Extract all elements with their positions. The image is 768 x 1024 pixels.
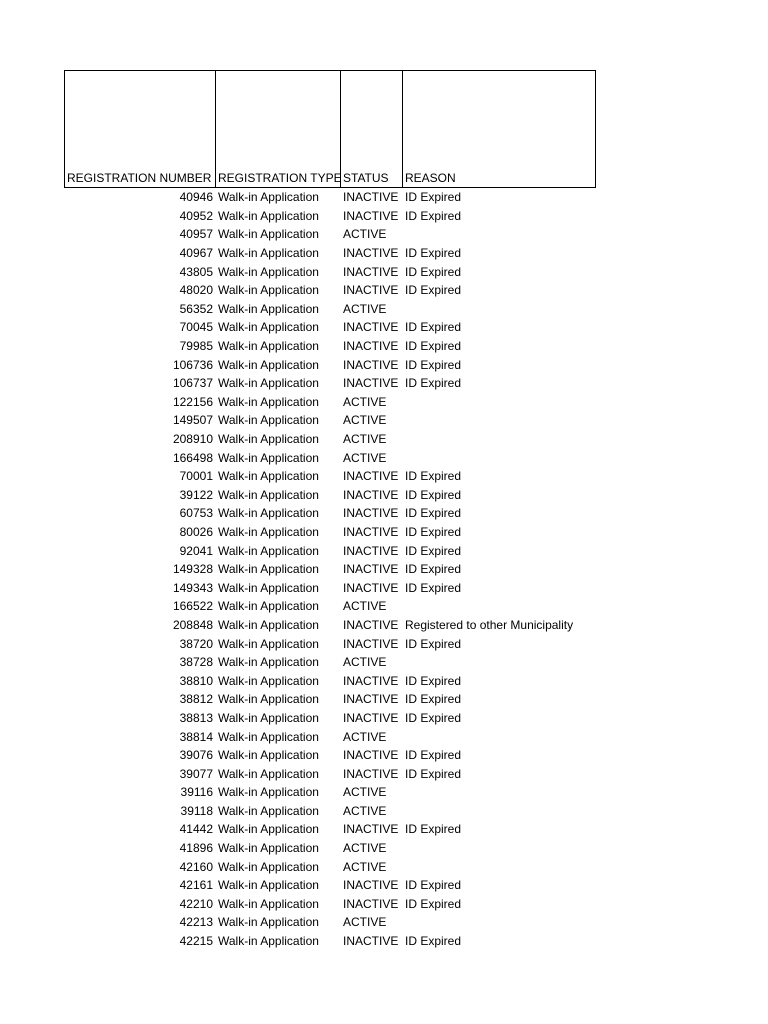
cell-registration-type: Walk-in Application bbox=[218, 413, 319, 428]
cell-status: INACTIVE bbox=[343, 246, 399, 261]
cell-registration-number: 149343 bbox=[172, 580, 213, 595]
cell-registration-type: Walk-in Application bbox=[218, 617, 319, 632]
cell-reason: ID Expired bbox=[405, 748, 462, 763]
table-row bbox=[64, 857, 596, 876]
cell-registration-number: 40957 bbox=[179, 227, 213, 242]
cell-status: INACTIVE bbox=[343, 543, 399, 558]
cell-reason: ID Expired bbox=[405, 320, 462, 335]
cell-reason: ID Expired bbox=[405, 766, 462, 781]
cell-reason: ID Expired bbox=[405, 878, 462, 893]
cell-status: INACTIVE bbox=[343, 283, 399, 298]
cell-status: INACTIVE bbox=[343, 673, 399, 688]
cell-status: ACTIVE bbox=[343, 394, 387, 409]
cell-status: ACTIVE bbox=[343, 785, 387, 800]
cell-reason: ID Expired bbox=[405, 487, 462, 502]
cell-registration-number: 40946 bbox=[179, 190, 213, 205]
cell-registration-number: 42210 bbox=[179, 896, 213, 911]
cell-registration-number: 40967 bbox=[179, 246, 213, 261]
cell-registration-type: Walk-in Application bbox=[218, 339, 319, 354]
cell-registration-type: Walk-in Application bbox=[218, 227, 319, 242]
cell-registration-number: 122156 bbox=[172, 394, 213, 409]
cell-status: ACTIVE bbox=[343, 413, 387, 428]
table-row bbox=[64, 616, 596, 635]
header-registration-number: REGISTRATION NUMBER bbox=[65, 71, 216, 187]
cell-reason: ID Expired bbox=[405, 469, 462, 484]
cell-registration-number: 38812 bbox=[179, 692, 213, 707]
cell-registration-type: Walk-in Application bbox=[218, 450, 319, 465]
cell-registration-type: Walk-in Application bbox=[218, 376, 319, 391]
cell-status: ACTIVE bbox=[343, 803, 387, 818]
table-row bbox=[64, 690, 596, 709]
cell-registration-type: Walk-in Application bbox=[218, 673, 319, 688]
table-row bbox=[64, 634, 596, 653]
table-row bbox=[64, 244, 596, 263]
cell-registration-type: Walk-in Application bbox=[218, 487, 319, 502]
cell-registration-type: Walk-in Application bbox=[218, 636, 319, 651]
table-row bbox=[64, 504, 596, 523]
cell-registration-type: Walk-in Application bbox=[218, 506, 319, 521]
cell-registration-type: Walk-in Application bbox=[218, 562, 319, 577]
table-row bbox=[64, 337, 596, 356]
cell-registration-number: 106737 bbox=[172, 376, 213, 391]
table-row bbox=[64, 448, 596, 467]
cell-status: ACTIVE bbox=[343, 655, 387, 670]
cell-reason: Registered to other Municipality bbox=[405, 617, 574, 632]
cell-registration-type: Walk-in Application bbox=[218, 208, 319, 223]
cell-status: ACTIVE bbox=[343, 432, 387, 447]
cell-registration-type: Walk-in Application bbox=[218, 692, 319, 707]
cell-registration-type: Walk-in Application bbox=[218, 190, 319, 205]
table-row bbox=[64, 578, 596, 597]
cell-registration-number: 70045 bbox=[179, 320, 213, 335]
table-row bbox=[64, 820, 596, 839]
cell-registration-type: Walk-in Application bbox=[218, 432, 319, 447]
cell-status: INACTIVE bbox=[343, 190, 399, 205]
cell-reason: ID Expired bbox=[405, 208, 462, 223]
table-row bbox=[64, 393, 596, 412]
header-status: STATUS bbox=[341, 71, 403, 187]
table-row bbox=[64, 300, 596, 319]
table-row bbox=[64, 913, 596, 932]
cell-registration-type: Walk-in Application bbox=[218, 859, 319, 874]
cell-reason: ID Expired bbox=[405, 673, 462, 688]
cell-reason: ID Expired bbox=[405, 562, 462, 577]
cell-registration-number: 79985 bbox=[179, 339, 213, 354]
cell-registration-type: Walk-in Application bbox=[218, 524, 319, 539]
cell-registration-type: Walk-in Application bbox=[218, 357, 319, 372]
table-row bbox=[64, 486, 596, 505]
table-row bbox=[64, 764, 596, 783]
cell-registration-type: Walk-in Application bbox=[218, 841, 319, 856]
cell-registration-number: 42160 bbox=[179, 859, 213, 874]
cell-reason: ID Expired bbox=[405, 896, 462, 911]
cell-registration-type: Walk-in Application bbox=[218, 822, 319, 837]
cell-registration-number: 208848 bbox=[172, 617, 213, 632]
cell-reason: ID Expired bbox=[405, 339, 462, 354]
cell-registration-number: 41896 bbox=[179, 841, 213, 856]
table-header bbox=[64, 70, 596, 188]
table-row bbox=[64, 932, 596, 951]
cell-registration-number: 56352 bbox=[179, 301, 213, 316]
cell-registration-number: 208910 bbox=[172, 432, 213, 447]
cell-status: INACTIVE bbox=[343, 376, 399, 391]
cell-status: INACTIVE bbox=[343, 934, 399, 949]
cell-status: INACTIVE bbox=[343, 339, 399, 354]
cell-registration-number: 70001 bbox=[179, 469, 213, 484]
cell-status: ACTIVE bbox=[343, 301, 387, 316]
table-row bbox=[64, 746, 596, 765]
table-row bbox=[64, 839, 596, 858]
table-row bbox=[64, 411, 596, 430]
cell-status: INACTIVE bbox=[343, 208, 399, 223]
cell-status: INACTIVE bbox=[343, 506, 399, 521]
table-row bbox=[64, 207, 596, 226]
cell-registration-number: 149507 bbox=[172, 413, 213, 428]
cell-status: ACTIVE bbox=[343, 859, 387, 874]
cell-reason: ID Expired bbox=[405, 283, 462, 298]
table-row bbox=[64, 560, 596, 579]
cell-reason: ID Expired bbox=[405, 264, 462, 279]
cell-registration-number: 38814 bbox=[179, 729, 213, 744]
table-row bbox=[64, 355, 596, 374]
cell-status: INACTIVE bbox=[343, 487, 399, 502]
table-row bbox=[64, 188, 596, 207]
cell-registration-number: 38813 bbox=[179, 710, 213, 725]
cell-registration-number: 40952 bbox=[179, 208, 213, 223]
cell-registration-type: Walk-in Application bbox=[218, 896, 319, 911]
cell-reason: ID Expired bbox=[405, 934, 462, 949]
cell-registration-type: Walk-in Application bbox=[218, 580, 319, 595]
cell-registration-type: Walk-in Application bbox=[218, 283, 319, 298]
table-row bbox=[64, 876, 596, 895]
cell-status: ACTIVE bbox=[343, 729, 387, 744]
cell-reason: ID Expired bbox=[405, 524, 462, 539]
cell-registration-type: Walk-in Application bbox=[218, 934, 319, 949]
cell-registration-number: 166522 bbox=[172, 599, 213, 614]
cell-status: INACTIVE bbox=[343, 766, 399, 781]
cell-reason: ID Expired bbox=[405, 822, 462, 837]
cell-status: INACTIVE bbox=[343, 692, 399, 707]
table-row bbox=[64, 653, 596, 672]
cell-registration-number: 39122 bbox=[179, 487, 213, 502]
table-row bbox=[64, 374, 596, 393]
cell-registration-number: 38720 bbox=[179, 636, 213, 651]
cell-status: INACTIVE bbox=[343, 878, 399, 893]
cell-status: INACTIVE bbox=[343, 264, 399, 279]
cell-registration-number: 38728 bbox=[179, 655, 213, 670]
cell-registration-number: 166498 bbox=[172, 450, 213, 465]
cell-status: INACTIVE bbox=[343, 617, 399, 632]
table-body bbox=[64, 188, 596, 950]
cell-registration-type: Walk-in Application bbox=[218, 264, 319, 279]
cell-registration-type: Walk-in Application bbox=[218, 803, 319, 818]
cell-status: INACTIVE bbox=[343, 320, 399, 335]
cell-registration-number: 106736 bbox=[172, 357, 213, 372]
cell-reason: ID Expired bbox=[405, 710, 462, 725]
registration-table bbox=[64, 70, 596, 950]
cell-status: INACTIVE bbox=[343, 524, 399, 539]
table-row bbox=[64, 671, 596, 690]
cell-status: INACTIVE bbox=[343, 896, 399, 911]
cell-registration-type: Walk-in Application bbox=[218, 766, 319, 781]
cell-registration-number: 42215 bbox=[179, 934, 213, 949]
cell-status: INACTIVE bbox=[343, 469, 399, 484]
cell-status: ACTIVE bbox=[343, 915, 387, 930]
cell-status: ACTIVE bbox=[343, 450, 387, 465]
cell-status: INACTIVE bbox=[343, 580, 399, 595]
header-registration-type: REGISTRATION TYPE bbox=[216, 71, 341, 187]
cell-status: INACTIVE bbox=[343, 357, 399, 372]
cell-registration-number: 42213 bbox=[179, 915, 213, 930]
table-row bbox=[64, 709, 596, 728]
cell-status: INACTIVE bbox=[343, 748, 399, 763]
cell-registration-number: 41442 bbox=[179, 822, 213, 837]
cell-registration-number: 92041 bbox=[179, 543, 213, 558]
cell-status: INACTIVE bbox=[343, 710, 399, 725]
table-row bbox=[64, 430, 596, 449]
cell-registration-number: 43805 bbox=[179, 264, 213, 279]
cell-registration-type: Walk-in Application bbox=[218, 729, 319, 744]
cell-registration-type: Walk-in Application bbox=[218, 785, 319, 800]
table-row bbox=[64, 783, 596, 802]
cell-reason: ID Expired bbox=[405, 190, 462, 205]
cell-status: INACTIVE bbox=[343, 636, 399, 651]
cell-reason: ID Expired bbox=[405, 246, 462, 261]
table-row bbox=[64, 802, 596, 821]
cell-registration-type: Walk-in Application bbox=[218, 915, 319, 930]
cell-registration-number: 39077 bbox=[179, 766, 213, 781]
cell-registration-number: 149328 bbox=[172, 562, 213, 577]
table-row bbox=[64, 225, 596, 244]
cell-status: ACTIVE bbox=[343, 841, 387, 856]
cell-reason: ID Expired bbox=[405, 543, 462, 558]
cell-reason: ID Expired bbox=[405, 692, 462, 707]
cell-registration-number: 39076 bbox=[179, 748, 213, 763]
cell-registration-type: Walk-in Application bbox=[218, 543, 319, 558]
cell-registration-type: Walk-in Application bbox=[218, 394, 319, 409]
cell-registration-type: Walk-in Application bbox=[218, 748, 319, 763]
cell-registration-type: Walk-in Application bbox=[218, 246, 319, 261]
table-row bbox=[64, 467, 596, 486]
cell-registration-type: Walk-in Application bbox=[218, 301, 319, 316]
cell-registration-number: 60753 bbox=[179, 506, 213, 521]
cell-reason: ID Expired bbox=[405, 357, 462, 372]
cell-registration-number: 80026 bbox=[179, 524, 213, 539]
cell-registration-number: 38810 bbox=[179, 673, 213, 688]
table-row bbox=[64, 281, 596, 300]
cell-status: ACTIVE bbox=[343, 227, 387, 242]
table-row bbox=[64, 262, 596, 281]
cell-registration-number: 42161 bbox=[179, 878, 213, 893]
table-row bbox=[64, 541, 596, 560]
cell-reason: ID Expired bbox=[405, 506, 462, 521]
cell-registration-type: Walk-in Application bbox=[218, 599, 319, 614]
cell-registration-number: 39118 bbox=[180, 803, 213, 818]
cell-registration-type: Walk-in Application bbox=[218, 655, 319, 670]
table-row bbox=[64, 318, 596, 337]
cell-reason: ID Expired bbox=[405, 580, 462, 595]
cell-status: ACTIVE bbox=[343, 599, 387, 614]
cell-registration-type: Walk-in Application bbox=[218, 469, 319, 484]
cell-registration-type: Walk-in Application bbox=[218, 710, 319, 725]
table-row bbox=[64, 523, 596, 542]
table-row bbox=[64, 895, 596, 914]
table-row bbox=[64, 597, 596, 616]
cell-registration-type: Walk-in Application bbox=[218, 320, 319, 335]
cell-registration-type: Walk-in Application bbox=[218, 878, 319, 893]
cell-status: INACTIVE bbox=[343, 562, 399, 577]
header-reason: REASON bbox=[405, 171, 456, 185]
cell-reason: ID Expired bbox=[405, 636, 462, 651]
cell-registration-number: 48020 bbox=[179, 283, 213, 298]
cell-registration-number: 39116 bbox=[180, 785, 213, 800]
cell-status: INACTIVE bbox=[343, 822, 399, 837]
table-row bbox=[64, 727, 596, 746]
cell-reason: ID Expired bbox=[405, 376, 462, 391]
